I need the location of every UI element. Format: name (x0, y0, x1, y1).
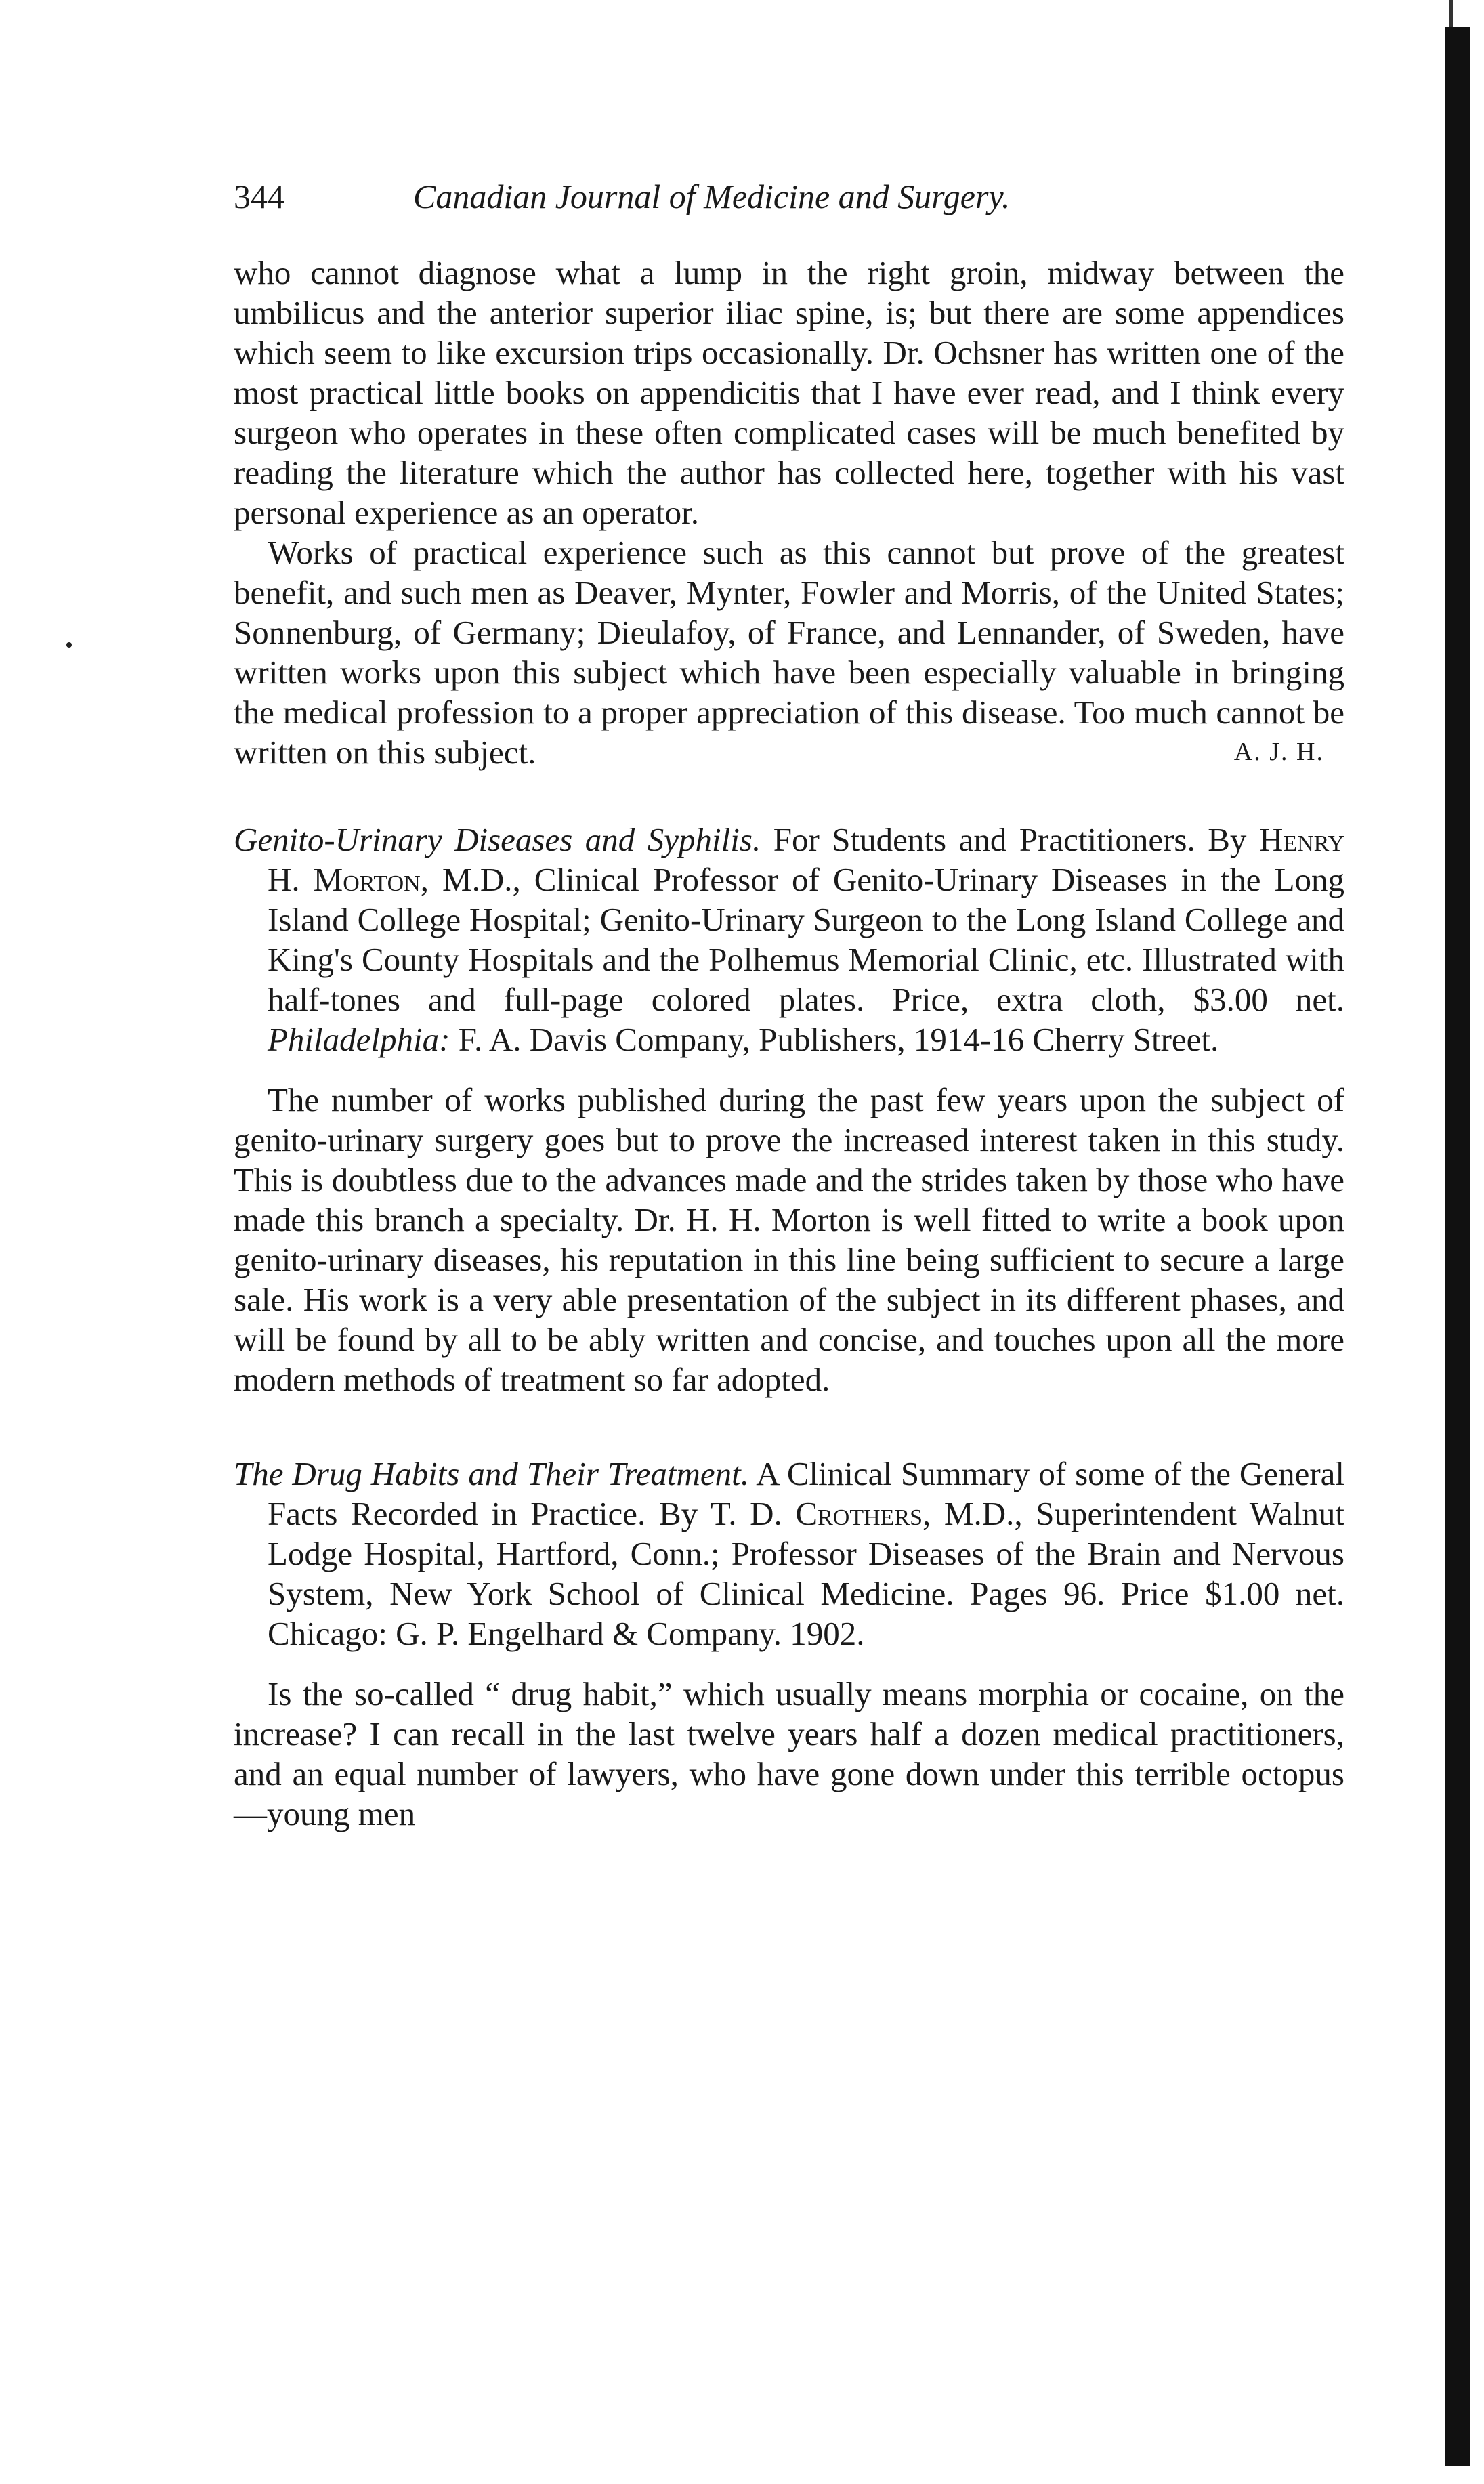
book-citation-genito-urinary (234, 820, 1344, 1059)
book-title-drug-habits: The Drug Habits and Their Treatment. (234, 1455, 750, 1492)
page-edge-shadow (1445, 27, 1470, 2466)
citation-text-b: , M.D., Superintendent Walnut Lodge Hospital, Hartford, Conn.; Professor Diseases of the Brain and Nervous System, New York School of Clinical Medicine. Pages 96. Price $1.00 net. Chicago: G. P. Engelhard & Company. 1902. (268, 1495, 1344, 1652)
citation-text-a: A Clinical Summary of some of the General Facts Recorded in Practice. By T. D. (268, 1455, 1344, 1532)
review-appendicitis-para-1: who cannot diagnose what a lump in the right groin, midway between the umbilicus and the anterior superior iliac spine, is; but there are some appendices which seem to like excursion trips occasionally. Dr. Ochsner has written one of the most practical little books on appendicitis that I have ever read, and I think every surgeon who operates in these often complicated cases will be much benefited by reading the literature which the author has collected here, together with his vast personal experience as an operator. (234, 254, 1344, 531)
review-drug-habits (234, 1454, 1344, 1834)
review-genito-urinary-body: The number of works published during the past few years upon the subject of genito-urinary surgery goes but to prove the increased interest taken in this study. This is doubtless due to the advances made and the strides taken by those who have made this branch a specialty. Dr. H. H. Morton is well fitted to write a book upon genito-urinary diseases, his reputation in this line being sufficient to secure a large sale. His work is a very able presentation of the subject in its different phases, and will be found by all to be ably written and concise, and touches upon all the more modern methods of treatment so far adopted. (234, 1081, 1344, 1398)
reviewer-signature: A. J. H. (1233, 738, 1324, 766)
citation-text-c: F. A. Davis Company, Publishers, 1914-16 Cherry Street. (450, 1021, 1219, 1058)
citation-text-a: For Students and Practitioners. By (761, 821, 1259, 858)
author-name: Crothers (795, 1495, 923, 1532)
review-appendicitis-para-2 (234, 532, 1344, 772)
publisher-place: Philadelphia: (268, 1021, 450, 1058)
book-citation-drug-habits (234, 1454, 1344, 1654)
margin-speck (66, 642, 72, 648)
review-appendicitis-para-2-text: Works of practical experience such as this cannot but prove of the greatest benefit, and such men as Deaver, Mynter, Fowler and Morris, of the United States; Sonnenburg, of Germany; Dieulafoy, of France, and Lennander, of Sweden, have written works upon this subject which have been especially valuable in bringing the medical profession to a proper appreciation of this disease. Too much cannot be written on this subject. (234, 534, 1344, 771)
journal-page (234, 173, 1344, 1834)
review-appendicitis (234, 253, 1344, 772)
citation-text-b: , M.D., Clinical Professor of Genito-Urinary Diseases in the Long Island College Hospital; Genito-Urinary Surgeon to the Long Island College and King's County Hospitals and the Polhemus Memorial Clinic, etc. Illustrated with half-tones and full-page colored plates. Price, extra cloth, $3.00 net. (268, 861, 1345, 1018)
review-drug-habits-body: Is the so-called “ drug habit,” which usually means morphia or cocaine, on the increase? I can recall in the last twelve years half a dozen medical practitioners, and an equal number of lawyers, who have gone down under this terrible octopus—young men (234, 1675, 1344, 1832)
review-genito-urinary (234, 820, 1344, 1399)
running-head (234, 173, 1344, 220)
journal-title: Canadian Journal of Medicine and Surgery. (413, 177, 1011, 215)
page-edge-mark (1449, 0, 1453, 27)
author-name: Henry H. Morton (268, 821, 1345, 898)
page-number: 344 (234, 177, 284, 215)
book-title-genito-urinary: Genito-Urinary Diseases and Syphilis. (234, 821, 761, 858)
